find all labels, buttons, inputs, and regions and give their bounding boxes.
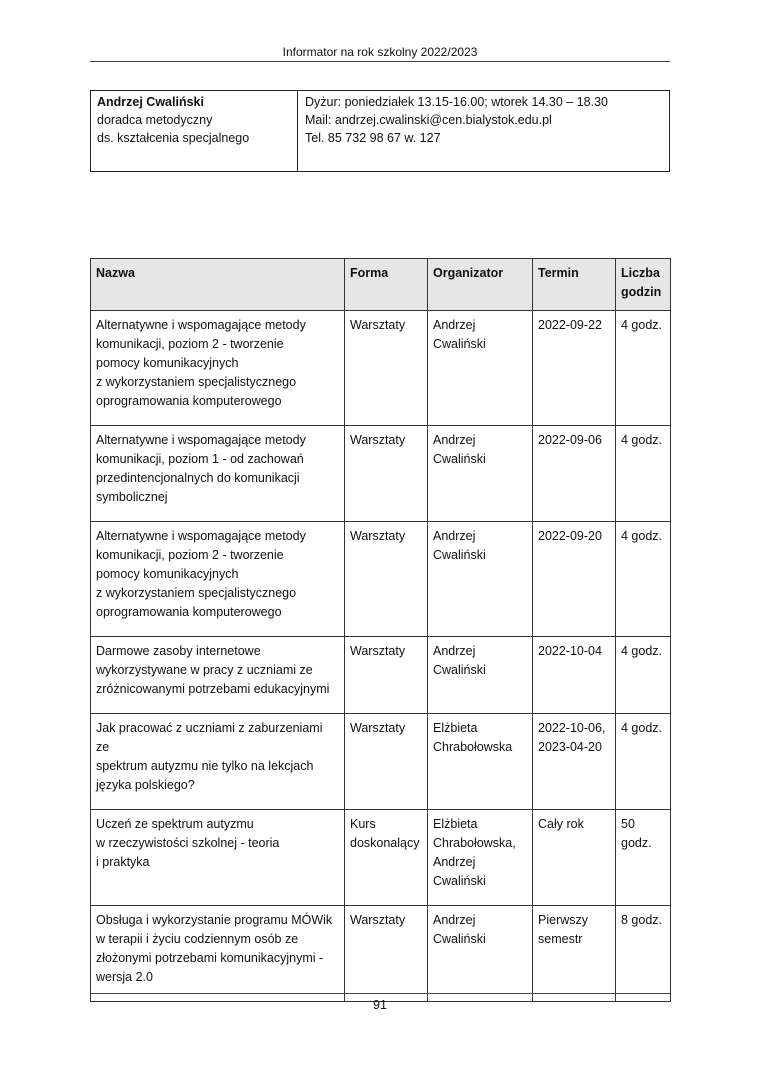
cell-name-line: w rzeczywistości szkolnej - teoria	[96, 836, 280, 850]
cell-name-line: Alternatywne i wspomagające metody	[96, 529, 306, 543]
page-number: 91	[373, 998, 387, 1012]
advisor-duty-hours: Dyżur: poniedziałek 13.15-16.00; wtorek 14.30 – 18.30	[305, 95, 608, 109]
cell-name-line: języka polskiego?	[96, 778, 195, 792]
advisor-phone: Tel. 85 732 98 67 w. 127	[305, 131, 441, 145]
cell-organizer	[428, 311, 533, 426]
cell-organizer-line: Andrzej	[433, 433, 476, 447]
cell-organizer-line: Andrzej	[433, 529, 476, 543]
cell-form-line: Warsztaty	[350, 318, 406, 332]
cell-organizer	[428, 637, 533, 714]
cell-date-line: 2023-04-20	[538, 740, 602, 754]
cell-organizer-line: Andrzej	[433, 855, 476, 869]
cell-hours-line: 8 godz.	[621, 913, 663, 927]
cell-form-line: Warsztaty	[350, 644, 406, 658]
cell-form-line: Warsztaty	[350, 529, 406, 543]
advisor-role: doradca metodyczny	[97, 113, 213, 127]
cell-organizer	[428, 426, 533, 522]
cell-name	[91, 637, 345, 714]
cell-date-line: semestr	[538, 932, 583, 946]
cell-hours-line: 50	[621, 817, 635, 831]
cell-form	[345, 810, 428, 906]
courses-table	[90, 258, 671, 1002]
cell-name-line: wykorzystywane w pracy z uczniami ze	[96, 663, 313, 677]
cell-hours	[616, 714, 671, 810]
cell-hours-line: 4 godz.	[621, 644, 663, 658]
cell-name-line: pomocy komunikacyjnych	[96, 567, 239, 581]
cell-organizer-line: Cwaliński	[433, 452, 486, 466]
cell-name-line: zróżnicowanymi potrzebami edukacyjnymi	[96, 682, 330, 696]
cell-hours-line: 4 godz.	[621, 529, 663, 543]
table-row	[91, 311, 671, 426]
cell-name-line: symbolicznej	[96, 490, 168, 504]
cell-organizer-line: Cwaliński	[433, 874, 486, 888]
cell-date-line: Cały rok	[538, 817, 584, 831]
cell-hours	[616, 426, 671, 522]
cell-date	[533, 311, 616, 426]
cell-hours-line: godz.	[621, 836, 652, 850]
cell-form-line: Kurs	[350, 817, 376, 831]
cell-name-line: przedintencjonalnych do komunikacji	[96, 471, 300, 485]
cell-organizer-line: Chrabołowska	[433, 740, 513, 754]
cell-name-line: Obsługa i wykorzystanie programu MÓWik	[96, 913, 333, 927]
cell-name-line: komunikacji, poziom 2 - tworzenie	[96, 337, 284, 351]
cell-hours	[616, 906, 671, 1002]
advisor-specialty: ds. kształcenia specjalnego	[97, 131, 250, 145]
cell-name-line: w terapii i życiu codziennym osób ze	[96, 932, 299, 946]
cell-name-line: Alternatywne i wspomagające metody	[96, 318, 306, 332]
cell-name-line: Alternatywne i wspomagające metody	[96, 433, 306, 447]
cell-form	[345, 637, 428, 714]
cell-hours	[616, 522, 671, 637]
cell-date	[533, 637, 616, 714]
cell-date	[533, 714, 616, 810]
cell-name-line: z wykorzystaniem specjalistycznego	[96, 375, 297, 389]
cell-form	[345, 311, 428, 426]
cell-hours-line: 4 godz.	[621, 721, 663, 735]
advisor-contact-box	[90, 90, 670, 172]
cell-name	[91, 522, 345, 637]
cell-date-line: 2022-09-22	[538, 318, 602, 332]
table-row	[91, 810, 671, 906]
cell-name-line: oprogramowania komputerowego	[96, 605, 282, 619]
cell-name	[91, 906, 345, 1002]
cell-name-line: Darmowe zasoby internetowe	[96, 644, 261, 658]
cell-name-line: Jak pracować z uczniami z zaburzeniami ze	[96, 721, 323, 754]
column-header-date: Termin	[533, 259, 616, 311]
cell-name-line: z wykorzystaniem specjalistycznego	[96, 586, 297, 600]
column-header-organizer: Organizator	[428, 259, 533, 311]
cell-name-line: i praktyka	[96, 855, 150, 869]
cell-organizer	[428, 522, 533, 637]
table-row	[91, 426, 671, 522]
table-row	[91, 906, 671, 1002]
cell-form	[345, 522, 428, 637]
cell-name-line: Uczeń ze spektrum autyzmu	[96, 817, 254, 831]
cell-name-line: wersja 2.0	[96, 970, 153, 984]
cell-name	[91, 426, 345, 522]
cell-organizer	[428, 810, 533, 906]
footer-divider	[90, 993, 670, 994]
cell-form-line: Warsztaty	[350, 433, 406, 447]
cell-date	[533, 810, 616, 906]
cell-name-line: komunikacji, poziom 1 - od zachowań	[96, 452, 304, 466]
cell-form	[345, 426, 428, 522]
table-row	[91, 522, 671, 637]
cell-organizer-line: Chrabołowska,	[433, 836, 516, 850]
column-header-name: Nazwa	[91, 259, 345, 311]
cell-name-line: komunikacji, poziom 2 - tworzenie	[96, 548, 284, 562]
table-row	[91, 637, 671, 714]
advisor-identity	[91, 91, 298, 171]
cell-hours	[616, 637, 671, 714]
cell-date-line: Pierwszy	[538, 913, 589, 927]
cell-date-line: 2022-10-06,	[538, 721, 606, 735]
cell-form-line: Warsztaty	[350, 721, 406, 735]
cell-date	[533, 426, 616, 522]
cell-name-line: spektrum autyzmu nie tylko na lekcjach	[96, 759, 314, 773]
cell-organizer	[428, 714, 533, 810]
advisor-name: Andrzej Cwaliński	[97, 95, 204, 109]
cell-organizer	[428, 906, 533, 1002]
cell-date-line: 2022-10-04	[538, 644, 602, 658]
cell-hours-line: 4 godz.	[621, 318, 663, 332]
cell-organizer-line: Andrzej	[433, 644, 476, 658]
cell-organizer-line: Cwaliński	[433, 337, 486, 351]
header-divider	[90, 61, 670, 62]
cell-organizer-line: Cwaliński	[433, 548, 486, 562]
cell-date	[533, 906, 616, 1002]
cell-hours	[616, 810, 671, 906]
cell-name	[91, 311, 345, 426]
cell-date-line: 2022-09-20	[538, 529, 602, 543]
cell-name-line: oprogramowania komputerowego	[96, 394, 282, 408]
cell-name-line: pomocy komunikacyjnych	[96, 356, 239, 370]
cell-hours	[616, 311, 671, 426]
cell-organizer-line: Andrzej	[433, 318, 476, 332]
cell-organizer-line: Elżbieta	[433, 817, 478, 831]
table-header-row	[91, 259, 671, 311]
cell-organizer-line: Cwaliński	[433, 663, 486, 677]
cell-date-line: 2022-09-06	[538, 433, 602, 447]
advisor-details	[298, 91, 669, 171]
cell-date	[533, 522, 616, 637]
cell-form	[345, 906, 428, 1002]
column-header-hours: Liczba godzin	[616, 259, 671, 311]
cell-name	[91, 810, 345, 906]
cell-organizer-line: Elżbieta	[433, 721, 478, 735]
cell-name-line: złożonymi potrzebami komunikacyjnymi -	[96, 951, 324, 965]
cell-name	[91, 714, 345, 810]
cell-form-line: Warsztaty	[350, 913, 406, 927]
page-header-title: Informator na rok szkolny 2022/2023	[282, 45, 478, 59]
cell-form	[345, 714, 428, 810]
advisor-email: Mail: andrzej.cwalinski@cen.bialystok.edu.pl	[305, 113, 552, 127]
cell-form-line: doskonalący	[350, 836, 420, 850]
column-header-form: Forma	[345, 259, 428, 311]
cell-organizer-line: Andrzej	[433, 913, 476, 927]
cell-hours-line: 4 godz.	[621, 433, 663, 447]
cell-organizer-line: Cwaliński	[433, 932, 486, 946]
table-row	[91, 714, 671, 810]
table-body	[91, 311, 671, 1002]
